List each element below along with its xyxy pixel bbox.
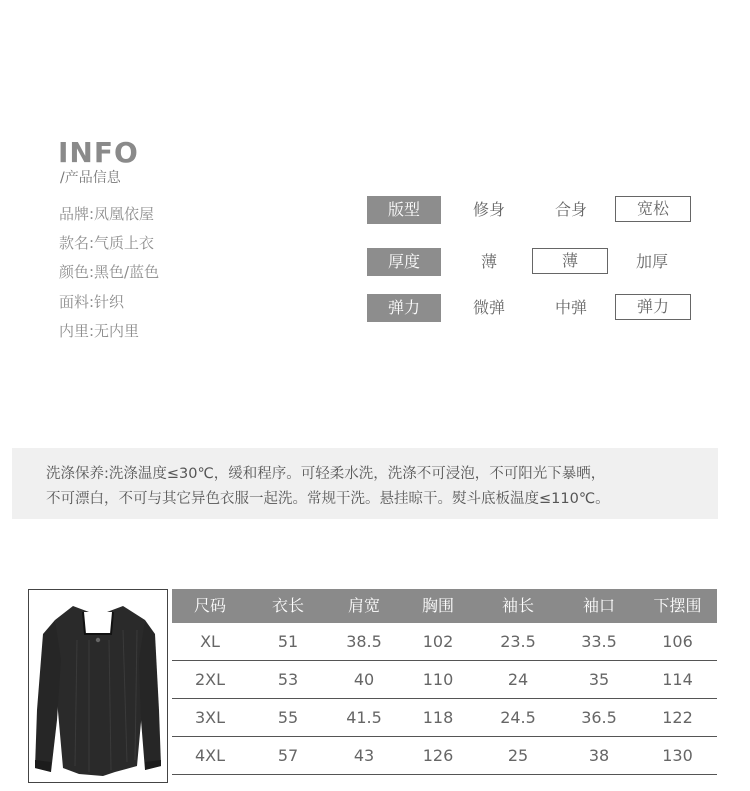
- table-row: [172, 737, 717, 775]
- table-cell: 40: [353, 670, 375, 689]
- info-title: INFO: [58, 136, 139, 169]
- attr-thickness-label: 厚度: [367, 248, 441, 276]
- info-subtitle: /产品信息: [60, 170, 121, 186]
- info-fabric: 面料:针织: [59, 293, 125, 311]
- header-sleeve-length: 袖长: [501, 596, 534, 615]
- attr-thickness-option: 加厚: [635, 252, 668, 271]
- info-brand: 品牌:凤凰依屋: [59, 205, 155, 223]
- table-cell: 25: [507, 746, 529, 765]
- table-cell: 53: [277, 670, 299, 689]
- table-cell: 38.5: [346, 632, 382, 651]
- table-cell: 24: [507, 670, 529, 689]
- care-instructions-box: [12, 448, 718, 519]
- header-cuff: 袖口: [582, 596, 615, 615]
- table-cell: XL: [200, 632, 220, 651]
- info-lining: 内里:无内里: [59, 322, 140, 340]
- product-image: [28, 589, 168, 783]
- care-line-1: 洗涤保养:洗涤温度≤30℃，缓和程序。可轻柔水洗，洗涤不可浸泡，不可阳光下暴晒，: [46, 466, 606, 482]
- attr-stretch-label: 弹力: [367, 294, 441, 322]
- attr-thickness-option: 薄: [480, 252, 497, 271]
- table-cell: 23.5: [500, 632, 536, 651]
- table-cell: 38: [588, 746, 610, 765]
- table-cell: 130: [662, 746, 693, 765]
- info-color: 颜色:黑色/蓝色: [59, 263, 160, 281]
- attr-stretch-option: 微弹: [472, 298, 505, 317]
- header-chest: 胸围: [421, 596, 454, 615]
- info-style-name: 款名:气质上衣: [59, 234, 155, 252]
- table-cell: 41.5: [346, 708, 382, 727]
- table-row: [172, 661, 717, 699]
- garment-illustration: [29, 590, 167, 782]
- table-cell: 126: [422, 746, 454, 765]
- table-cell: 33.5: [581, 632, 617, 651]
- table-cell: 43: [353, 746, 375, 765]
- header-length: 衣长: [271, 596, 304, 615]
- table-cell: 24.5: [500, 708, 536, 727]
- attr-fit-option-selected: 宽松: [615, 196, 691, 222]
- attr-thickness-option-selected: 薄: [532, 248, 608, 274]
- attr-fit-option: 合身: [554, 200, 587, 219]
- table-row: [172, 699, 717, 737]
- table-cell: 102: [422, 632, 454, 651]
- table-cell: 118: [422, 708, 454, 727]
- table-cell: 35: [588, 670, 610, 689]
- table-cell: 55: [277, 708, 299, 727]
- table-cell: 3XL: [194, 708, 226, 727]
- table-cell: 2XL: [194, 670, 226, 689]
- table-cell: 110: [422, 670, 454, 689]
- attr-stretch-option-selected: 弹力: [615, 294, 691, 320]
- table-row: [172, 623, 717, 661]
- table-cell: 36.5: [581, 708, 617, 727]
- header-shoulder: 肩宽: [347, 596, 380, 615]
- attr-fit-label: 版型: [367, 196, 441, 224]
- table-cell: 4XL: [194, 746, 226, 765]
- header-size: 尺码: [193, 596, 226, 615]
- table-cell: 51: [277, 632, 299, 651]
- size-table: [172, 589, 717, 775]
- table-cell: 114: [662, 670, 693, 689]
- table-cell: 106: [662, 632, 693, 651]
- attr-fit-option: 修身: [472, 200, 505, 219]
- table-cell: 122: [662, 708, 693, 727]
- attr-stretch-option: 中弹: [554, 298, 587, 317]
- size-table-header: [172, 589, 717, 623]
- table-cell: 57: [277, 746, 299, 765]
- care-line-2: 不可漂白，不可与其它异色衣服一起洗。常规干洗。悬挂晾干。熨斗底板温度≤110℃。: [46, 491, 610, 507]
- header-hem: 下摆围: [653, 596, 702, 615]
